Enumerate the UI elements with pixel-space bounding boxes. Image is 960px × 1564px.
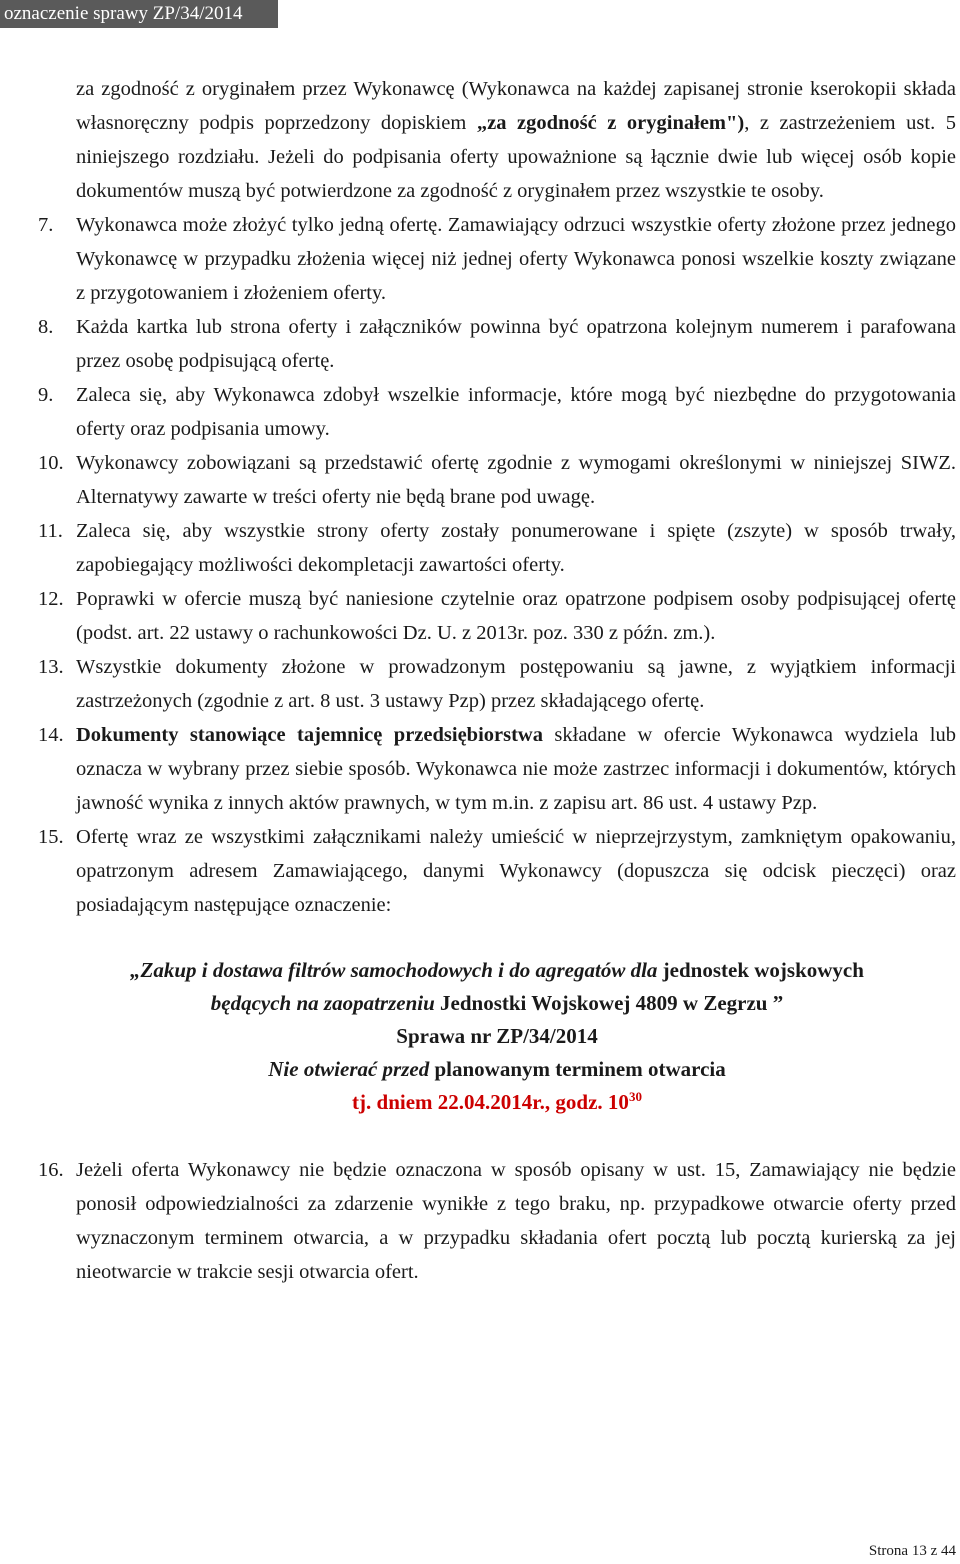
list-item xyxy=(38,446,956,514)
label-line1-italic: „Zakup i dostawa filtrów samochodowych i do agregatów dla xyxy=(130,958,658,982)
list-item-text: Jeżeli oferta Wykonawcy nie będzie oznaczona w sposób opisany w ust. 15, Zamawiający nie będzie ponosił odpowiedzialności za zdarzenie wynikłe z tego braku, np. przypadkowe otwarcie oferty przed wyznaczonym terminem otwarcia, a w przypadku składania ofert pocztą lub pocztą kurierską za jej nieotwarcie w trakcie sesji otwarcia ofert. xyxy=(76,1159,956,1283)
list-item xyxy=(38,650,956,718)
list-item-number: 14. xyxy=(38,724,64,746)
opening-time-minutes: 30 xyxy=(628,1089,642,1104)
numbered-list xyxy=(38,208,956,718)
list-item-text xyxy=(76,718,956,820)
list-item-text: Zaleca się, aby Wykonawca zdobył wszelkie informacje, które mogą być niezbędne do przygotowania oferty oraz podpisania umowy. xyxy=(76,384,956,440)
list-item xyxy=(38,310,956,378)
list-item-text: Wszystkie dokumenty złożone w prowadzonym postępowaniu są jawne, z wyjątkiem informacji zastrzeżonych (zgodnie z art. 8 ust. 3 ustawy Pzp) przez składającego ofertę. xyxy=(76,656,956,712)
list-item-text: Zaleca się, aby wszystkie strony oferty zostały ponumerowane i spięte (zszyte) w sposób trwały, zapobiegający możliwości dekompletacji zawartości oferty. xyxy=(76,520,956,576)
label-line1-rest: jednostek wojskowych xyxy=(657,958,864,982)
list-item-number: 15. xyxy=(38,826,64,848)
intro-bold-text: „za zgodność z oryginałem") xyxy=(476,112,745,134)
header-title: oznaczenie sprawy ZP/34/2014 xyxy=(4,3,243,24)
list-item-number: 11. xyxy=(38,520,63,542)
page-number: Strona 13 z 44 xyxy=(868,1543,956,1559)
document-body xyxy=(38,72,956,1289)
intro-text-2: , z zastrzeżeniem ust. 5 niniejszego rozdziału. Jeżeli do podpisania oferty upoważnione są łącznie dwie lub więcej osób kopie dokumentów muszą być potwierdzone za zgodność z oryginałem przez wszystkie te osoby. xyxy=(76,112,956,202)
envelope-label xyxy=(38,954,956,1119)
list-item-text: Każda kartka lub strona oferty i załączników powinna być opatrzona kolejnym numerem i parafowana przez osobę podpisującą ofertę. xyxy=(76,316,956,372)
list-item-number: 7. xyxy=(38,214,54,236)
list-item xyxy=(38,208,956,310)
list-item-text: Ofertę wraz ze wszystkimi załącznikami należy umieścić w nieprzejrzystym, zamkniętym opakowaniu, opatrzonym adresem Zamawiającego, danymi Wykonawcy (dopuszcza się odcisk pieczęci) oraz posiadającym następujące oznaczenie: xyxy=(76,826,956,916)
list-item-16 xyxy=(38,1153,956,1289)
label-line4-italic: Nie otwierać przed xyxy=(268,1057,430,1081)
list-item-number: 10. xyxy=(38,452,64,474)
list-item-number: 9. xyxy=(38,384,54,406)
label-line4-rest: planowanym terminem otwarcia xyxy=(429,1057,726,1081)
opening-date xyxy=(38,1086,956,1119)
item14-rest: składane w ofercie Wykonawca wydziela lub oznacza w wybrany przez siebie sposób. Wykonawca nie może zastrzec informacji i dokumentów, których jawność wynika z innych aktów prawnych, w tym m.in. z zapisu art. 86 ust. 4 ustawy Pzp. xyxy=(76,724,956,814)
label-line2-italic: będących na zaopatrzeniu xyxy=(210,991,435,1015)
list-item-text: Wykonawca może złożyć tylko jedną ofertę. Zamawiający odrzuci wszystkie oferty złożone przez jednego Wykonawcę w przypadku złożenia więcej niż jednej oferty Wykonawca ponosi wszelkie koszty związane z przygotowaniem i złożeniem oferty. xyxy=(76,214,956,304)
list-item-15 xyxy=(38,820,956,922)
list-item-14 xyxy=(38,718,956,820)
list-item xyxy=(38,378,956,446)
label-line-4 xyxy=(38,1053,956,1086)
list-item-text: Poprawki w ofercie muszą być naniesione czytelnie oraz opatrzone podpisem osoby podpisującej ofertę (podst. art. 22 ustawy o rachunkowości Dz. U. z 2013r. poz. 330 z późn. zm.). xyxy=(76,588,956,644)
list-item-number: 16. xyxy=(38,1159,64,1181)
document-header xyxy=(0,0,278,28)
intro-paragraph xyxy=(76,72,956,208)
list-item xyxy=(38,582,956,650)
label-line-2 xyxy=(38,987,956,1020)
intro-text-1: za zgodność z oryginałem przez Wykonawcę (Wykonawca na każdej zapisanej stronie kserokopii składa własnoręczny podpis poprzedzony dopiskiem xyxy=(76,78,956,134)
opening-date-text: tj. dniem 22.04.2014r., godz. 10 xyxy=(352,1090,629,1114)
list-item-number: 12. xyxy=(38,588,64,610)
label-line2-rest: Jednostki Wojskowej 4809 w Zegrzu ” xyxy=(434,991,784,1015)
list-item-number: 13. xyxy=(38,656,64,678)
list-item-text: Wykonawcy zobowiązani są przedstawić ofertę zgodnie z wymogami określonymi w niniejszej SIWZ. Alternatywy zawarte w treści oferty nie będą brane pod uwagę. xyxy=(76,452,956,508)
label-line-1 xyxy=(38,954,956,987)
list-item xyxy=(38,514,956,582)
list-item-number: 8. xyxy=(38,316,54,338)
trade-secret-bold: Dokumenty stanowiące tajemnicę przedsiębiorstwa xyxy=(76,724,543,746)
case-number: Sprawa nr ZP/34/2014 xyxy=(396,1024,598,1048)
